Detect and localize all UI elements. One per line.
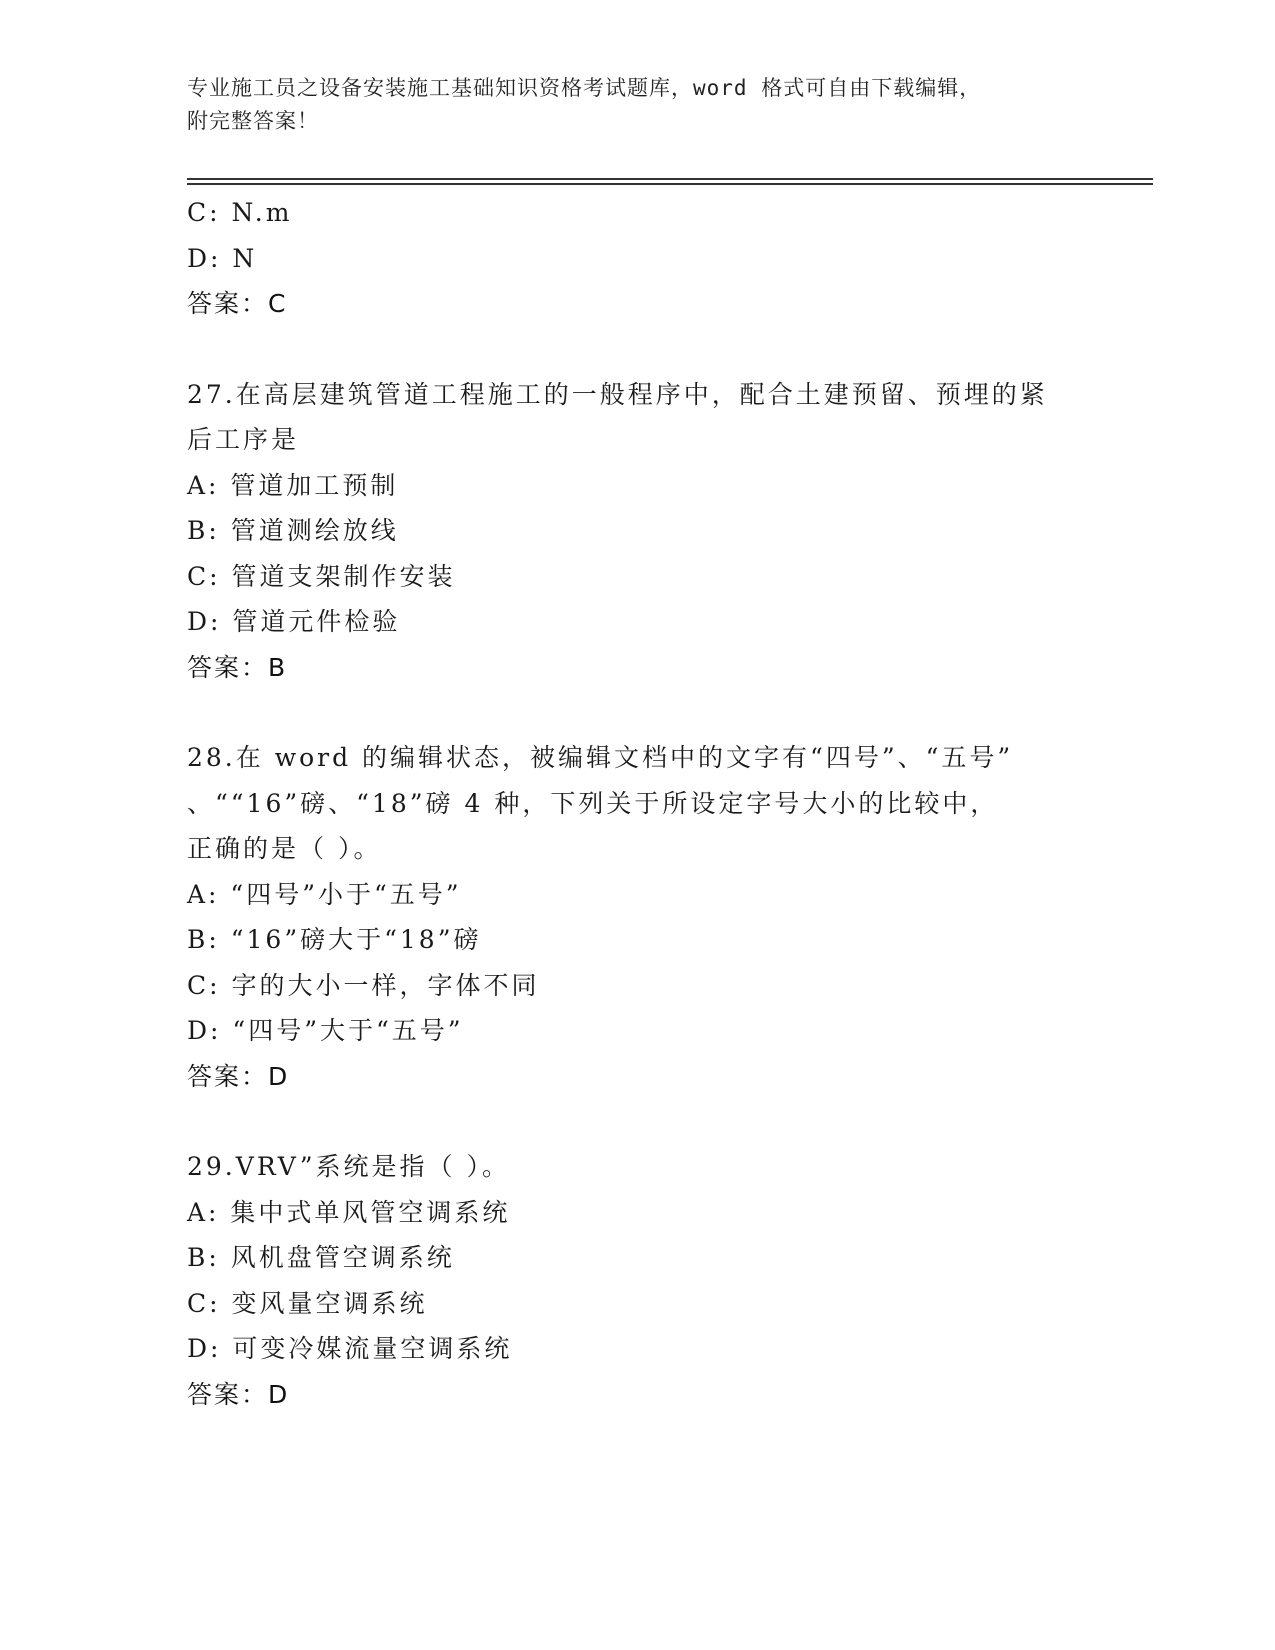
answer-line: 答案：D (187, 1061, 290, 1091)
option-c: C: N.m (187, 198, 293, 227)
option-d: D: “四号”大于“五号” (187, 1016, 464, 1045)
option-c: C: 管道支架制作安装 (187, 561, 456, 591)
answer-line: 答案：D (187, 1379, 290, 1409)
header-divider-bottom (187, 183, 1153, 185)
question-29 (187, 1144, 1127, 1417)
header-line-2: 附完整答案！ (187, 109, 319, 133)
option-b: B: 风机盘管空调系统 (187, 1243, 455, 1272)
answer-line: 答案：B (187, 652, 288, 682)
question-stem-line: 正确的是（ ）。 (187, 834, 382, 863)
option-a: A: “四号”小于“五号” (187, 879, 462, 909)
question-27 (187, 372, 1127, 691)
option-d: D: N (187, 243, 258, 273)
header-divider-top (187, 178, 1153, 180)
question-stem-line: 29.VRV”系统是指（ ）。 (187, 1152, 510, 1181)
document-header (187, 72, 1067, 138)
question-stem-line: 、““16”磅、“18”磅 4 种，下列关于所设定字号大小的比较中， (187, 788, 999, 818)
option-a: A: 管道加工预制 (187, 470, 399, 500)
answer-line: 答案：C (187, 289, 288, 318)
question-26-continuation (187, 190, 1127, 327)
option-d: D: 管道元件检验 (187, 607, 401, 636)
header-line-1: 专业施工员之设备安装施工基础知识资格考试题库，word 格式可自由下载编辑， (187, 76, 982, 100)
question-stem-line: 28.在 word 的编辑状态，被编辑文档中的文字有“四号”、“五号” (187, 743, 1014, 772)
option-a: A: 集中式单风管空调系统 (187, 1197, 511, 1227)
question-stem-line: 27.在高层建筑管道工程施工的一般程序中，配合土建预留、预埋的紧 (187, 379, 1048, 409)
option-d: D: 可变冷媒流量空调系统 (187, 1334, 513, 1363)
question-stem-line: 后工序是 (187, 425, 300, 454)
option-b: B: 管道测绘放线 (187, 516, 399, 545)
option-b: B: “16”磅大于“18”磅 (187, 925, 482, 954)
question-28 (187, 735, 1127, 1099)
option-c: C: 变风量空调系统 (187, 1288, 428, 1318)
option-c: C: 字的大小一样，字体不同 (187, 970, 540, 1000)
document-body (187, 190, 1127, 1417)
